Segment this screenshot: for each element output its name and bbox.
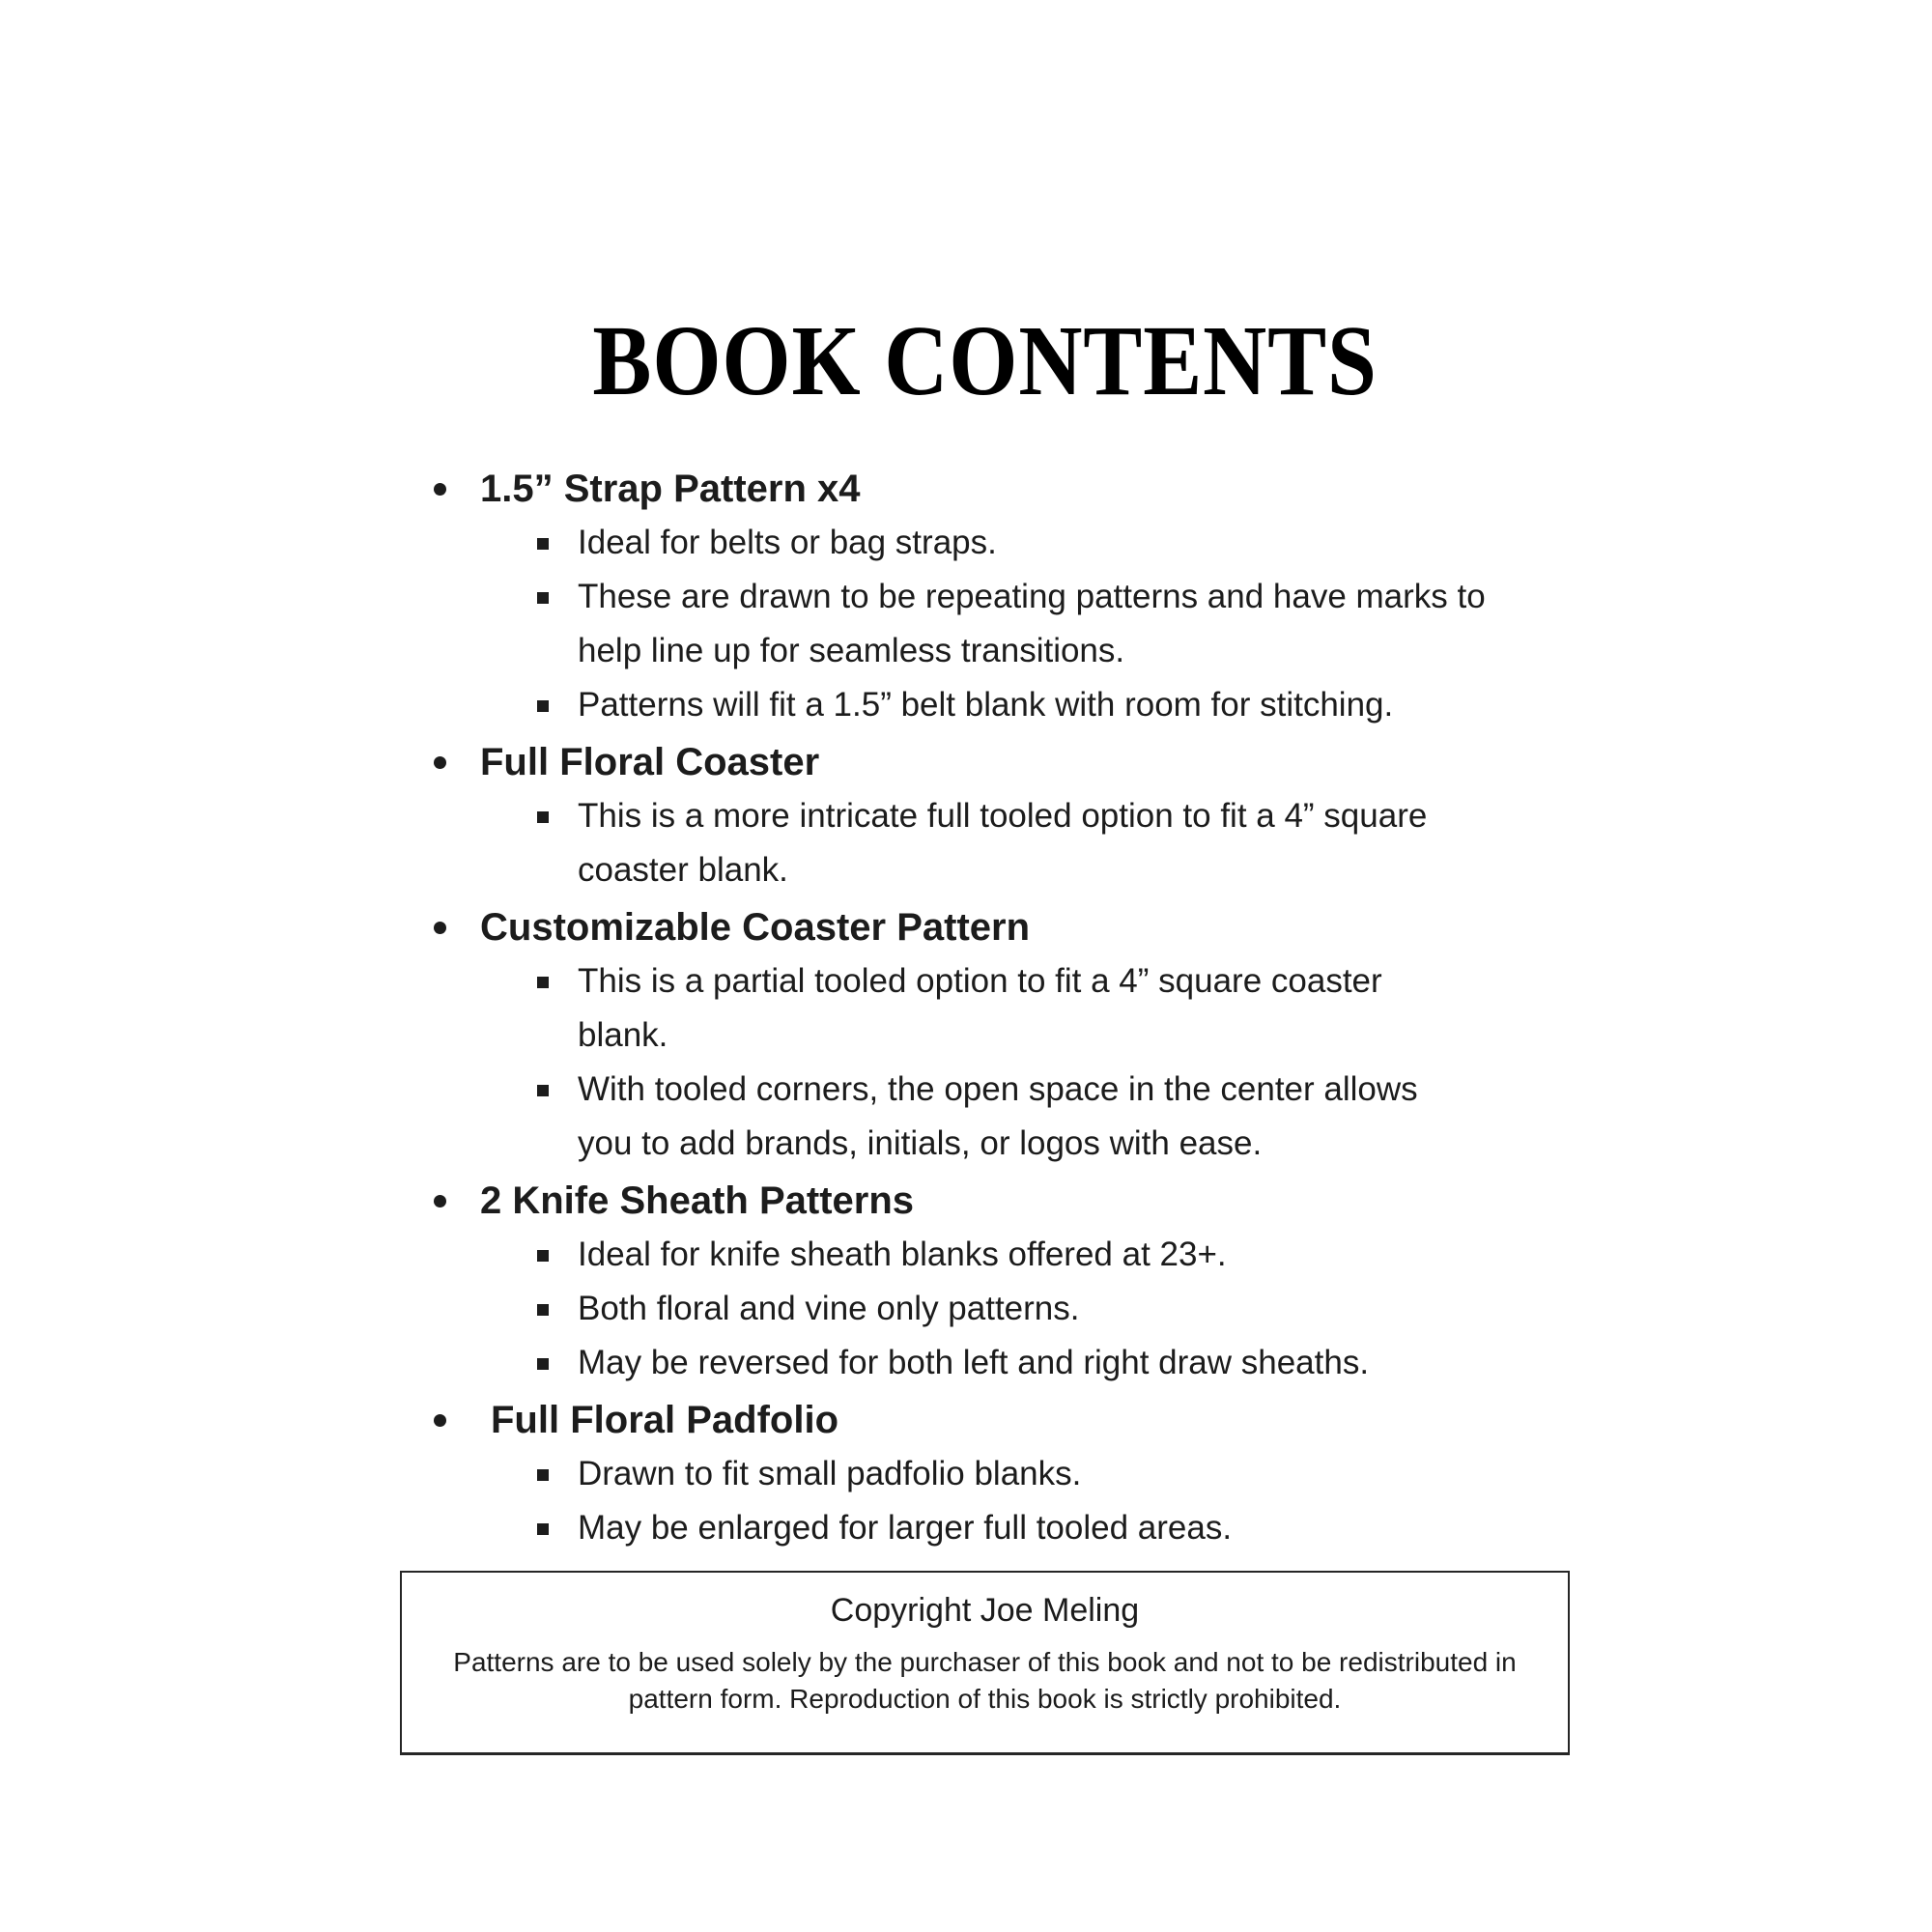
section-items xyxy=(433,954,1602,1171)
list-item-text: These are drawn to be repeating patterns and have marks to help line up for seamless transitions. xyxy=(578,578,1486,669)
square-bullet-icon xyxy=(537,1304,549,1316)
square-bullet-icon xyxy=(537,1358,549,1370)
disc-bullet-icon xyxy=(434,922,446,934)
toc-section-knife-sheath xyxy=(433,1174,1602,1390)
section-title xyxy=(433,735,1602,789)
list-item xyxy=(537,1063,1447,1171)
list-item-text: Patterns will fit a 1.5” belt blank with room for stitching. xyxy=(578,686,1394,724)
toc-section-full-floral-coaster xyxy=(433,735,1602,897)
list-item xyxy=(537,1228,1524,1282)
section-title xyxy=(433,1393,1602,1447)
disc-bullet-icon xyxy=(434,483,446,496)
square-bullet-icon xyxy=(537,1523,549,1535)
copyright-body: Patterns are to be used solely by the purchaser of this book and not to be redistributed in pattern form. Reproduction of this book is strictly prohibited. xyxy=(453,1647,1517,1714)
list-item-text: Both floral and vine only patterns. xyxy=(578,1290,1080,1327)
list-item-text: May be reversed for both left and right draw sheaths. xyxy=(578,1344,1370,1381)
square-bullet-icon xyxy=(537,977,549,988)
disc-bullet-icon xyxy=(434,756,446,769)
disc-bullet-icon xyxy=(434,1195,446,1208)
list-item xyxy=(537,678,1524,732)
square-bullet-icon xyxy=(537,1085,549,1096)
list-item xyxy=(537,1501,1524,1555)
copyright-box xyxy=(400,1571,1570,1755)
section-items xyxy=(433,789,1602,897)
square-bullet-icon xyxy=(537,700,549,712)
square-bullet-icon xyxy=(537,1250,549,1262)
square-bullet-icon xyxy=(537,592,549,604)
list-item xyxy=(537,516,1524,570)
toc-section-full-floral-padfolio xyxy=(433,1393,1602,1555)
list-item-text: May be enlarged for larger full tooled areas. xyxy=(578,1509,1233,1547)
toc-section-strap-pattern xyxy=(433,462,1602,732)
square-bullet-icon xyxy=(537,811,549,823)
list-item xyxy=(537,570,1524,678)
copyright-title: Copyright Joe Meling xyxy=(830,1592,1140,1629)
section-items xyxy=(433,516,1602,732)
section-title-text: Full Floral Padfolio xyxy=(491,1399,838,1441)
section-title-text: 1.5” Strap Pattern x4 xyxy=(480,468,861,510)
section-title-text: 2 Knife Sheath Patterns xyxy=(480,1179,915,1222)
section-title xyxy=(433,1174,1602,1228)
list-item xyxy=(537,1336,1524,1390)
section-items xyxy=(433,1447,1602,1555)
list-item xyxy=(537,789,1524,897)
page-title xyxy=(400,304,1570,416)
list-item-text: Drawn to fit small padfolio blanks. xyxy=(578,1455,1082,1492)
list-item-text: With tooled corners, the open space in the center allows you to add brands, initials, or logos with ease. xyxy=(578,1070,1418,1162)
section-items xyxy=(433,1228,1602,1390)
list-item xyxy=(537,1447,1524,1501)
square-bullet-icon xyxy=(537,538,549,550)
disc-bullet-icon xyxy=(434,1414,446,1427)
section-title-text: Full Floral Coaster xyxy=(480,741,820,783)
section-title xyxy=(433,900,1602,954)
page-title-text: BOOK CONTENTS xyxy=(592,304,1378,416)
square-bullet-icon xyxy=(537,1469,549,1481)
list-item-text: Ideal for belts or bag straps. xyxy=(578,524,997,561)
list-item-text: This is a partial tooled option to fit a 4” square coaster blank. xyxy=(578,962,1382,1054)
list-item xyxy=(537,1282,1524,1336)
contents-list xyxy=(433,462,1602,1555)
list-item-text: This is a more intricate full tooled option to fit a 4” square coaster blank. xyxy=(578,797,1428,889)
section-title-text: Customizable Coaster Pattern xyxy=(480,906,1031,949)
list-item xyxy=(537,954,1447,1063)
list-item-text: Ideal for knife sheath blanks offered at 23+. xyxy=(578,1236,1227,1273)
section-title xyxy=(433,462,1602,516)
toc-section-customizable-coaster xyxy=(433,900,1602,1171)
